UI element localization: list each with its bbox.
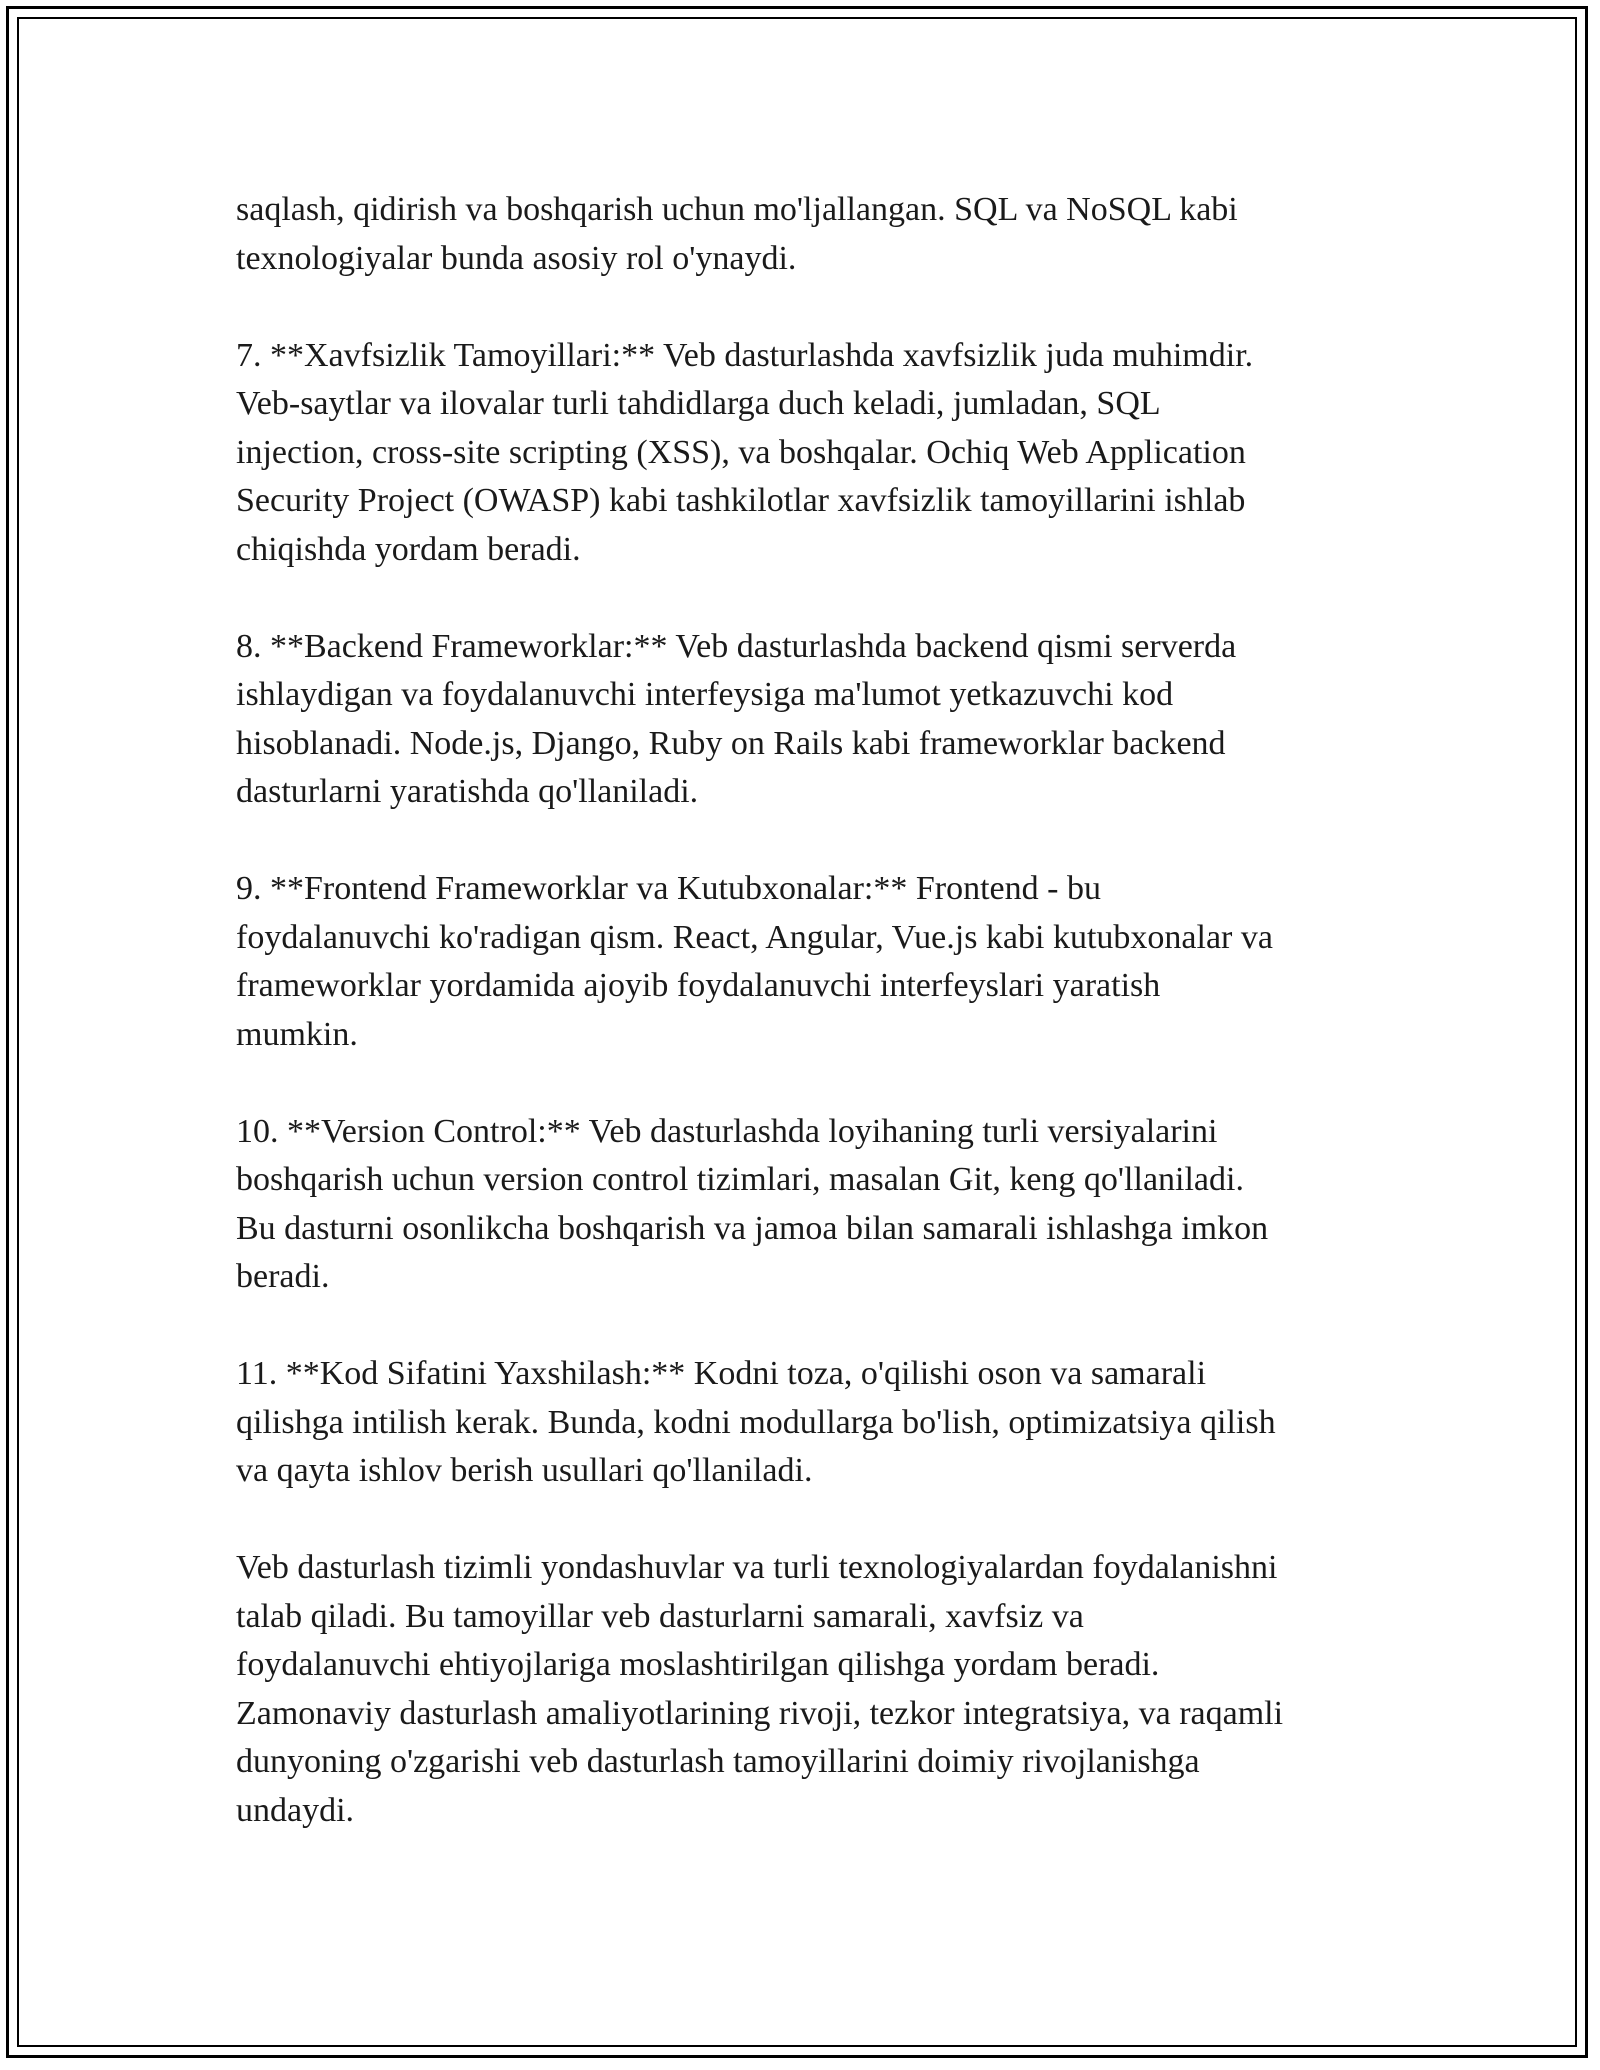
paragraph-code-quality: 11. **Kod Sifatini Yaxshilash:** Kodni toza, o'qilishi oson va samarali qilishga intilish kerak. Bunda, kodni modullarga bo'lish, optimizatsiya qilish va qayta ishlov berish usullari qo'llaniladi. [236, 1355, 1276, 1489]
paragraph-backend-frameworks: 8. **Backend Frameworklar:** Veb dasturlashda backend qismi serverda ishlaydigan va foydalanuvchi interfeysiga ma'lumot yetkazuvchi kod hisoblanadi. Node.js, Django, Ruby on Rails kabi frameworklar backend dasturlarni yaratishda qo'llaniladi. [236, 627, 1237, 810]
paragraph-conclusion: Veb dasturlash tizimli yondashuvlar va turli texnologiyalardan foydalanishni talab qiladi. Bu tamoyillar veb dasturlarni samarali, xavfsiz va foydalanuvchi ehtiyojlariga moslashtirilgan qilishga yordam beradi. Zamonaviy dasturlash amaliyotlarining rivoji, tezkor integratsiya, va raqamli dunyoning o'zgarishi veb dasturlash tamoyillarini doimiy rivojlanishga undaydi. [236, 1549, 1284, 1829]
paragraph-frontend-frameworks: 9. **Frontend Frameworklar va Kutubxonalar:** Frontend - bu foydalanuvchi ko'radigan qism. React, Angular, Vue.js kabi kutubxonalar va frameworklar yordamida ajoyib foydalanuvchi interfeyslari yaratish mumkin. [236, 870, 1273, 1053]
document-body [236, 186, 1386, 1835]
paragraph-security-principles: 7. **Xavfsizlik Tamoyillari:** Veb dasturlashda xavfsizlik juda muhimdir. Veb-saytlar va ilovalar turli tahdidlarga duch keladi, jumladan, SQL injection, cross-site scripting (XSS), va boshqalar. Ochiq Web Application Security Project (OWASP) kabi tashkilotlar xavfsizlik tamoyillarini ishlab chiqishda yordam beradi. [236, 336, 1254, 568]
paragraph-databases-continued: saqlash, qidirish va boshqarish uchun mo'ljallangan. SQL va NoSQL kabi texnologiyalar bunda asosiy rol o'ynaydi. [236, 191, 1238, 277]
paragraph-version-control: 10. **Version Control:** Veb dasturlashda loyihaning turli versiyalarini boshqarish uchun version control tizimlari, masalan Git, keng qo'llaniladi. Bu dasturni osonlikcha boshqarish va jamoa bilan samarali ishlashga imkon beradi. [236, 1112, 1269, 1295]
